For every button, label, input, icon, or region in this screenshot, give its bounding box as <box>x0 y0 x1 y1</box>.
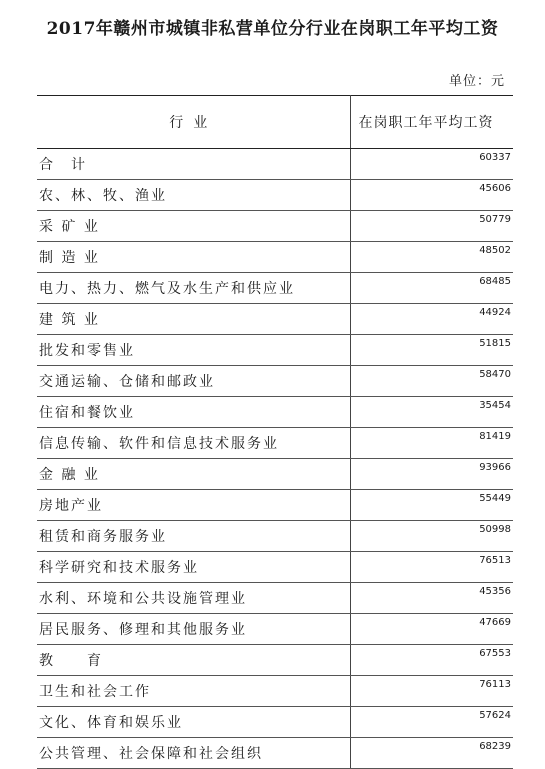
table-row <box>37 304 513 335</box>
row-industry: 租赁和商务服务业 <box>37 521 350 552</box>
table-row <box>37 552 513 583</box>
row-wage: 47669 <box>350 614 513 645</box>
table-row <box>37 428 513 459</box>
row-industry: 水利、环境和公共设施管理业 <box>37 583 350 614</box>
table-row <box>37 242 513 273</box>
row-industry: 建 筑 业 <box>37 304 350 335</box>
row-industry: 信息传输、软件和信息技术服务业 <box>37 428 350 459</box>
row-industry: 采 矿 业 <box>37 211 350 242</box>
row-industry: 住宿和餐饮业 <box>37 397 350 428</box>
table-row <box>37 521 513 552</box>
row-industry: 房地产业 <box>37 490 350 521</box>
row-industry: 文化、体育和娱乐业 <box>37 707 350 738</box>
row-wage: 93966 <box>350 459 513 490</box>
row-wage: 76513 <box>350 552 513 583</box>
row-wage: 50779 <box>350 211 513 242</box>
row-industry: 金 融 业 <box>37 459 350 490</box>
header-industry: 行业 <box>37 96 350 149</box>
row-industry: 居民服务、修理和其他服务业 <box>37 614 350 645</box>
row-wage: 48502 <box>350 242 513 273</box>
row-industry: 合 计 <box>37 149 350 180</box>
row-industry: 农、林、牧、渔业 <box>37 180 350 211</box>
row-wage: 51815 <box>350 335 513 366</box>
table-row <box>37 614 513 645</box>
wage-table <box>37 95 513 769</box>
row-wage: 60337 <box>350 149 513 180</box>
table-row <box>37 335 513 366</box>
row-industry: 卫生和社会工作 <box>37 676 350 707</box>
header-wage: 在岗职工年平均工资 <box>350 96 513 149</box>
row-wage: 76113 <box>350 676 513 707</box>
row-wage: 45356 <box>350 583 513 614</box>
table-row <box>37 397 513 428</box>
row-industry: 交通运输、仓储和邮政业 <box>37 366 350 397</box>
table-row <box>37 459 513 490</box>
row-wage: 68239 <box>350 738 513 769</box>
unit-label: 单位：元 <box>448 74 505 89</box>
row-wage: 67553 <box>350 645 513 676</box>
table-row <box>37 180 513 211</box>
row-industry: 电力、热力、燃气及水生产和供应业 <box>37 273 350 304</box>
table-header-row <box>37 96 513 149</box>
row-wage: 44924 <box>350 304 513 335</box>
row-industry: 教 育 <box>37 645 350 676</box>
row-wage: 50998 <box>350 521 513 552</box>
row-wage: 81419 <box>350 428 513 459</box>
row-wage: 68485 <box>350 273 513 304</box>
table-row <box>37 583 513 614</box>
table-row <box>37 490 513 521</box>
row-wage: 55449 <box>350 490 513 521</box>
table-row <box>37 273 513 304</box>
table-row <box>37 366 513 397</box>
row-industry: 制 造 业 <box>37 242 350 273</box>
document-title: 2017年赣州市城镇非私营单位分行业在岗职工年平均工资 <box>46 19 499 39</box>
row-industry: 批发和零售业 <box>37 335 350 366</box>
row-wage: 58470 <box>350 366 513 397</box>
table-row <box>37 149 513 180</box>
row-wage: 45606 <box>350 180 513 211</box>
table-row <box>37 645 513 676</box>
row-industry: 公共管理、社会保障和社会组织 <box>37 738 350 769</box>
table-row <box>37 707 513 738</box>
table-row <box>37 211 513 242</box>
table-row <box>37 676 513 707</box>
row-industry: 科学研究和技术服务业 <box>37 552 350 583</box>
table-row <box>37 738 513 769</box>
row-wage: 35454 <box>350 397 513 428</box>
row-wage: 57624 <box>350 707 513 738</box>
